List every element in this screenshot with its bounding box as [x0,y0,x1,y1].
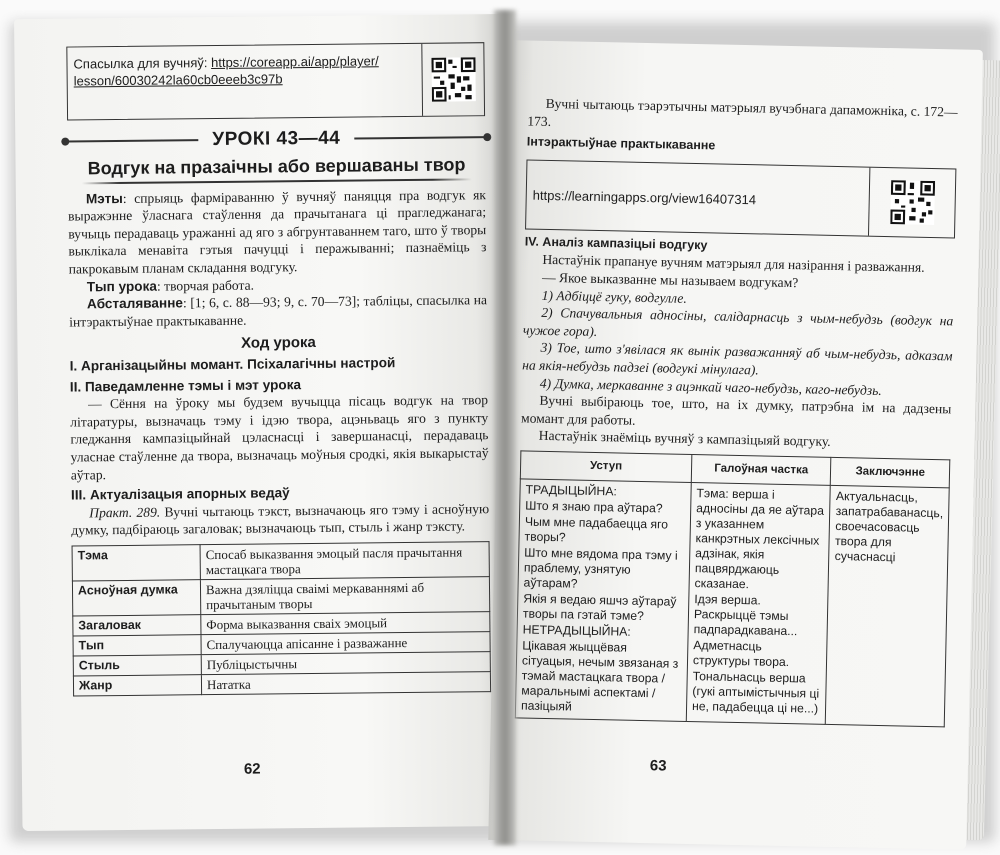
col-header-main: Галоўная частка [691,454,831,485]
table-value-cell: Важна дзяліцца сваімі меркаваннямі аб прачытаным творы [200,577,489,615]
question-block [522,268,954,400]
intro-line: НЕТРАДЫЦЫЙНА: [522,622,631,639]
equipment-text: : [1; 6, с. 88—93; 9, с. 70—73]; табліцы, спасылка на інтэрактыўнае практыкаванне. [69,292,488,330]
lesson-header [67,128,485,150]
main-line: Адметнасць структуры твора. [692,637,790,669]
col-header-intro: Уступ [520,451,692,483]
col-header-end: Заключэнне [831,457,950,487]
intro-line: Што мне вядома пра тэму і праблему, узнятую аўтарам? [523,545,678,591]
table-key-cell: Жанр [73,675,201,696]
interactive-heading: Інтэрактыўнае практыкаванне [526,134,716,153]
table-key-cell: Стыль [73,655,201,676]
intro-paragraph: Вучні чытаюць тэарэтычны матэрыял вучэбнага дапаможніка, с. 172—173. [527,95,958,129]
option-1: 1) Адбіццё гуку, водгулле. [541,287,687,306]
intro-line: Што я знаю пра аўтара? [525,498,663,516]
learningapps-link[interactable]: https://learningapps.org/view16407314 [532,187,757,208]
exercise-paragraph [71,500,489,540]
section-3-heading: III. Актуалізацыя апорных ведаў [70,485,290,503]
equipment-paragraph [69,291,487,331]
table-value-cell: Форма выказвання сваіх эмоцый [201,612,490,635]
goals-text: : спрыяць фарміраванню ў вучняў паняцця пра водгук як выражэнне ўласнага стаўлення да прачытанага ці прагледжанага; вучыць перадаваць уражанні ад яго з абгрунтаваннем таго, што ў творы выклікала менавіта гэтыя пачуцці і перажыванні; пазнаёміць з пакрокавым планам складання водгуку. [68,186,487,277]
link-label: Спасылка для вучняў: [73,55,208,72]
lesson-topic: Водгук на празаічны або вершаваны твор [87,153,466,178]
ornament-right [354,136,485,139]
table-value-cell: Спосаб выказвання эмоцый пасля прачытання мастацкага твора [200,542,489,580]
main-line: Ідэя верша. Раскрыццё тэмы падпарадкавана... [693,591,798,639]
page-number-left: 62 [243,760,261,778]
left-page [14,14,510,831]
intro-line: Чым мне падабаецца яго творы? [524,514,669,545]
option-3: 3) Тое, што з'явілася як вынік разважанняў аб чым-небудзь, адказам на якія-небудзь падзеі (водгукі мінулага). [522,340,953,378]
table-row [72,542,489,581]
question-text: — Якое выказванне мы называем водгукам? [541,269,799,291]
intro-line: ТРАДЫЦЫЙНА: [525,482,617,499]
qr-code-icon [431,57,475,101]
option-4: 4) Думка, меркаванне з ацэнкай чаго-небудзь, каго-небудзь. [539,375,882,398]
left-page-content [66,42,491,696]
course-heading: Ход урока [240,334,316,353]
table-value-cell: Публіцыстычны [201,652,490,675]
cell-end [826,485,950,726]
qr-code-cell-2 [868,167,955,237]
link-text [67,44,422,120]
table-key-cell: Тэма [72,545,200,581]
page-number-right: 63 [649,757,667,775]
link-box-learningapps [525,159,956,238]
right-page [488,40,983,850]
choose-paragraph: Вучні выбіраюць тое, што, на іх думку, патрэбна ім на дадзены момант для работы. [520,392,952,428]
cell-intro [515,479,691,722]
intro-line: Якія я ведаю яшчэ аўтараў творы па гэтай тэме? [522,591,677,623]
table-value-cell: Нататка [201,672,490,695]
table-value-cell: Спалучаюцца апісанне і разважанне [201,632,490,655]
intro-line: Цікавая жыццёвая сітуацыя, нечым звязаная з тэмай мастацкага твора / маральнымі аспектамі / пазіцыяй [520,638,679,714]
equipment-label: Абсталяванне [86,295,184,312]
link-box-coreapp [66,42,485,120]
section-2-text: — Сёння на ўроку мы будзем вучыцца пісаць водгук на твор літаратуры, вызначаць тэму і ідэю твора, ацэньваць яго з пункту гледжання кампазіцыйнай цэласнасці і завершанасці, перадаваць уласнае стаўленне да твора, вызначаць моўныя сродкі, якія выкарыстаў аўтар. [70,392,489,483]
composition-table [515,450,951,727]
qr-code-cell [421,43,484,116]
section-4-heading: IV. Аналіз кампазіцыі водгуку [524,234,708,253]
goals-paragraph [68,186,487,278]
coreapp-link-part1[interactable]: https://coreapp.ai/app/player/ [210,53,379,71]
section-2-heading: II. Паведамленне тэмы і мэт урока [69,376,302,395]
qr-code-icon [890,180,935,225]
exercise-label: Практ. 289. [89,504,161,521]
table-key-cell: Тып [73,635,201,656]
cell-main [686,482,830,724]
section-1-heading: I. Арганізацыйны момант. Псіхалагічны настрой [69,355,396,374]
title-rule [82,178,472,184]
section-4-text: Настаўнік прапануе вучням матэрыял для назірання і разважання. [542,252,925,276]
type-text: : творчая работа. [156,277,255,294]
table-row [72,577,489,616]
ornament-left [67,139,198,142]
goals-label: Мэты [85,190,123,206]
table-row [73,672,490,696]
table-key-cell: Асноўная думка [72,580,200,616]
main-line: Тэма: верша і адносіны да яе аўтара з указаннем канкрэтных лексічных адзінак, якія пацвярджаюць сказанае. [694,486,825,592]
exercise-text: Вучні чытаюць тэкст, вызначаюць яго тэму і асноўную думку, падбіраюць загаловак; вызначаюць тып, стыль і жанр тэксту. [71,500,490,538]
type-label: Тып урока [86,278,157,294]
lesson-title: УРОКІ 43—44 [212,127,341,151]
main-line: Тональнасць верша (гукі аптымістычныя ці не, падабецца ці не...) [691,668,820,716]
table-key-cell: Загаловак [73,615,201,636]
coreapp-link-part2[interactable]: lesson/60030242la60cb0eeeb3c97b [73,71,283,89]
end-line: Актуальнасць, запатрабаванасць, своечасовасць твора для сучаснасці [834,488,944,565]
book-spine [494,10,516,845]
teacher-paragraph: Настаўнік знаёміць вучняў з кампазіцыяй водгуку. [538,428,831,450]
text-analysis-table [72,541,492,696]
right-page-content [515,94,958,727]
option-2: 2) Спачувальныя адносіны, салідарнасць з чым-небудзь (водгук на чужое гора). [522,304,954,339]
